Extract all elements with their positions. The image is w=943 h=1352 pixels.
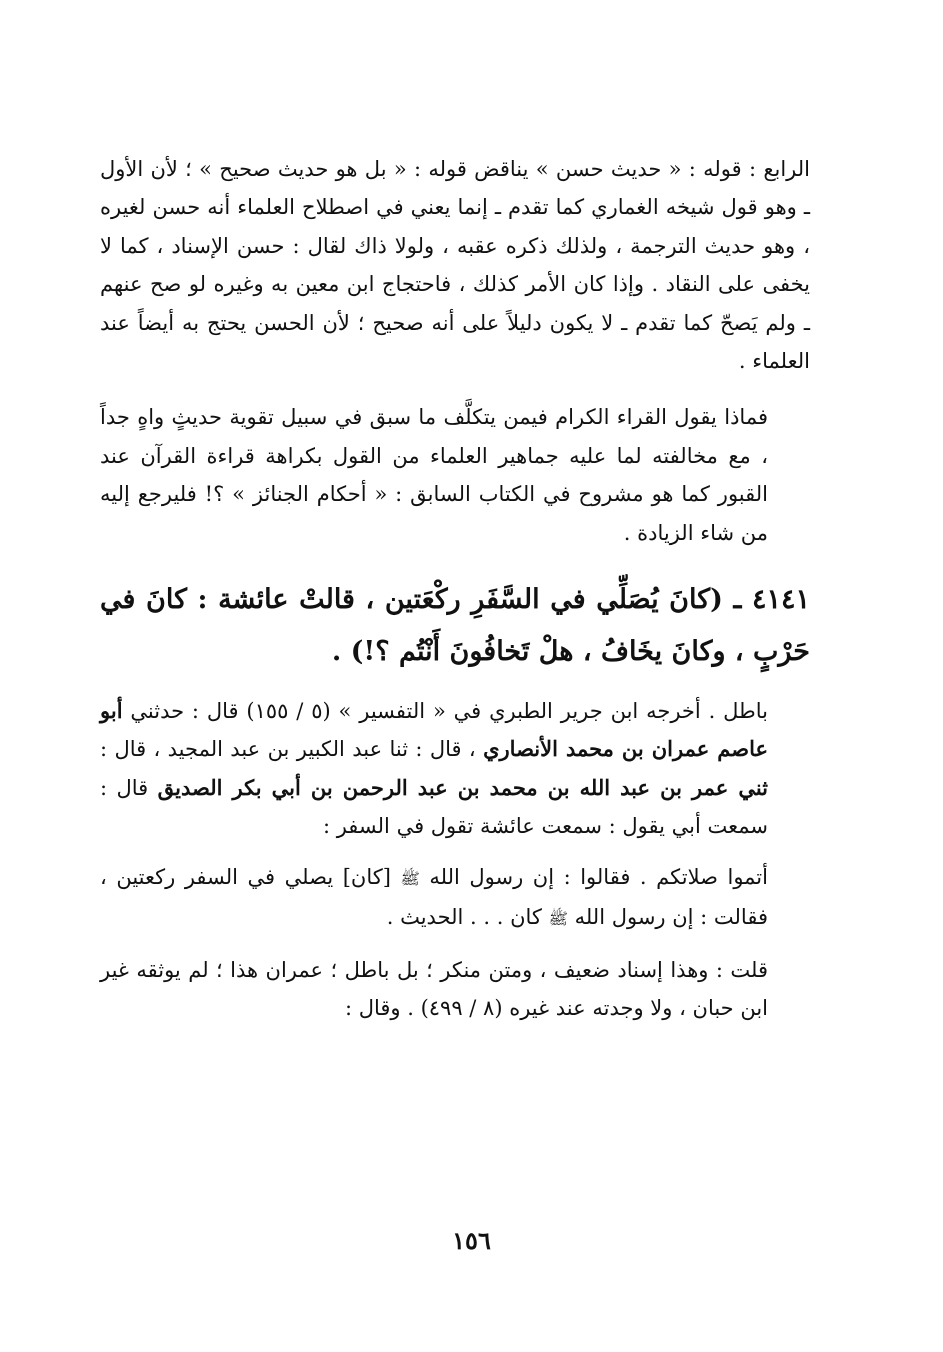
paragraph-narration bbox=[100, 858, 810, 939]
paragraph-rabi: الرابع : قوله : « حديث حسن » يناقض قوله : « بل هو حديث صحيح » ؛ لأن الأول ـ وهو قول شيخه الغماري كما تقدم ـ إنما يعني في اصطلاح العلماء أنه حسن لغيره ، وهو حديث الترجمة ، ولذلك ذكره عقبه ، ولولا ذاك لقال : حسن الإسناد ، كما لا يخفى على النقاد . وإذا كان الأمر كذلك ، فاحتجاج ابن معين به وغيره لو صح عنهم ـ ولم يَصحّ كما تقدم ـ لا يكون دليلاً على أنه صحيح ؛ لأن الحسن يحتج به أيضاً عند العلماء . bbox=[100, 157, 810, 374]
hadith-heading: ٤١٤١ ـ (كانَ يُصَلِّي في السَّفَرِ ركْعَتين ، قالتْ عائشة : كانَ في حَرْبٍ ، وكانَ يخَافُ ، هلْ تَخافُونَ أَنْتُم ؟!) . bbox=[100, 584, 810, 668]
narration-part-b: [كان] يصلي في السفر ركعتين ، فقالت : إن رسول الله bbox=[100, 864, 768, 930]
narration-part-c: كان . . . الحديث . bbox=[386, 905, 549, 930]
takhrij-end: قال : سمعت أبي يقول : سمعت عائشة تقول في السفر : bbox=[100, 775, 768, 839]
narrator-abu-asim: أبو عاصم عمران بن محمد الأنصاري bbox=[100, 698, 768, 762]
paragraph-verdict: قلت : وهذا إسناد ضعيف ، ومتن منكر ؛ بل باطل ؛ عمران هذا ؛ لم يوثقه غير ابن حبان ، ولا وجدته عند غيره (٨ / ٤٩٩) . وقال : bbox=[100, 957, 768, 1020]
narrator-umar: ثني عمر بن عبد الله بن محمد بن عبد الرحمن بن أبي بكر الصديق bbox=[157, 774, 769, 800]
paragraph-takhrij bbox=[100, 692, 810, 846]
takhrij-middle: ، قال : ثنا عبد الكبير بن عبد المجيد ، قال : bbox=[100, 737, 484, 762]
page-body bbox=[100, 150, 810, 1027]
salutation-symbol: ﷺ bbox=[400, 868, 420, 888]
page-number: ١٥٦ bbox=[452, 1226, 491, 1255]
salutation-symbol: ﷺ bbox=[548, 909, 568, 929]
narration-part-a: أتموا صلاتكم . فقالوا : إن رسول الله bbox=[419, 864, 768, 889]
paragraph-question: فماذا يقول القراء الكرام فيمن يتكلَّف ما سبق في سبيل تقوية حديثٍ واهٍ جداً ، مع مخالفته لما عليه جماهير العلماء من القول بكراهة قراءة القرآن عند القبور كما هو مشروح في الكتاب السابق : « أحكام الجنائز » ؟! فليرجع إليه من شاء الزيادة . bbox=[100, 405, 768, 545]
takhrij-start: باطل . أخرجه ابن جرير الطبري في « التفسير » (٥ / ١٥٥) قال : حدثني bbox=[122, 699, 768, 724]
